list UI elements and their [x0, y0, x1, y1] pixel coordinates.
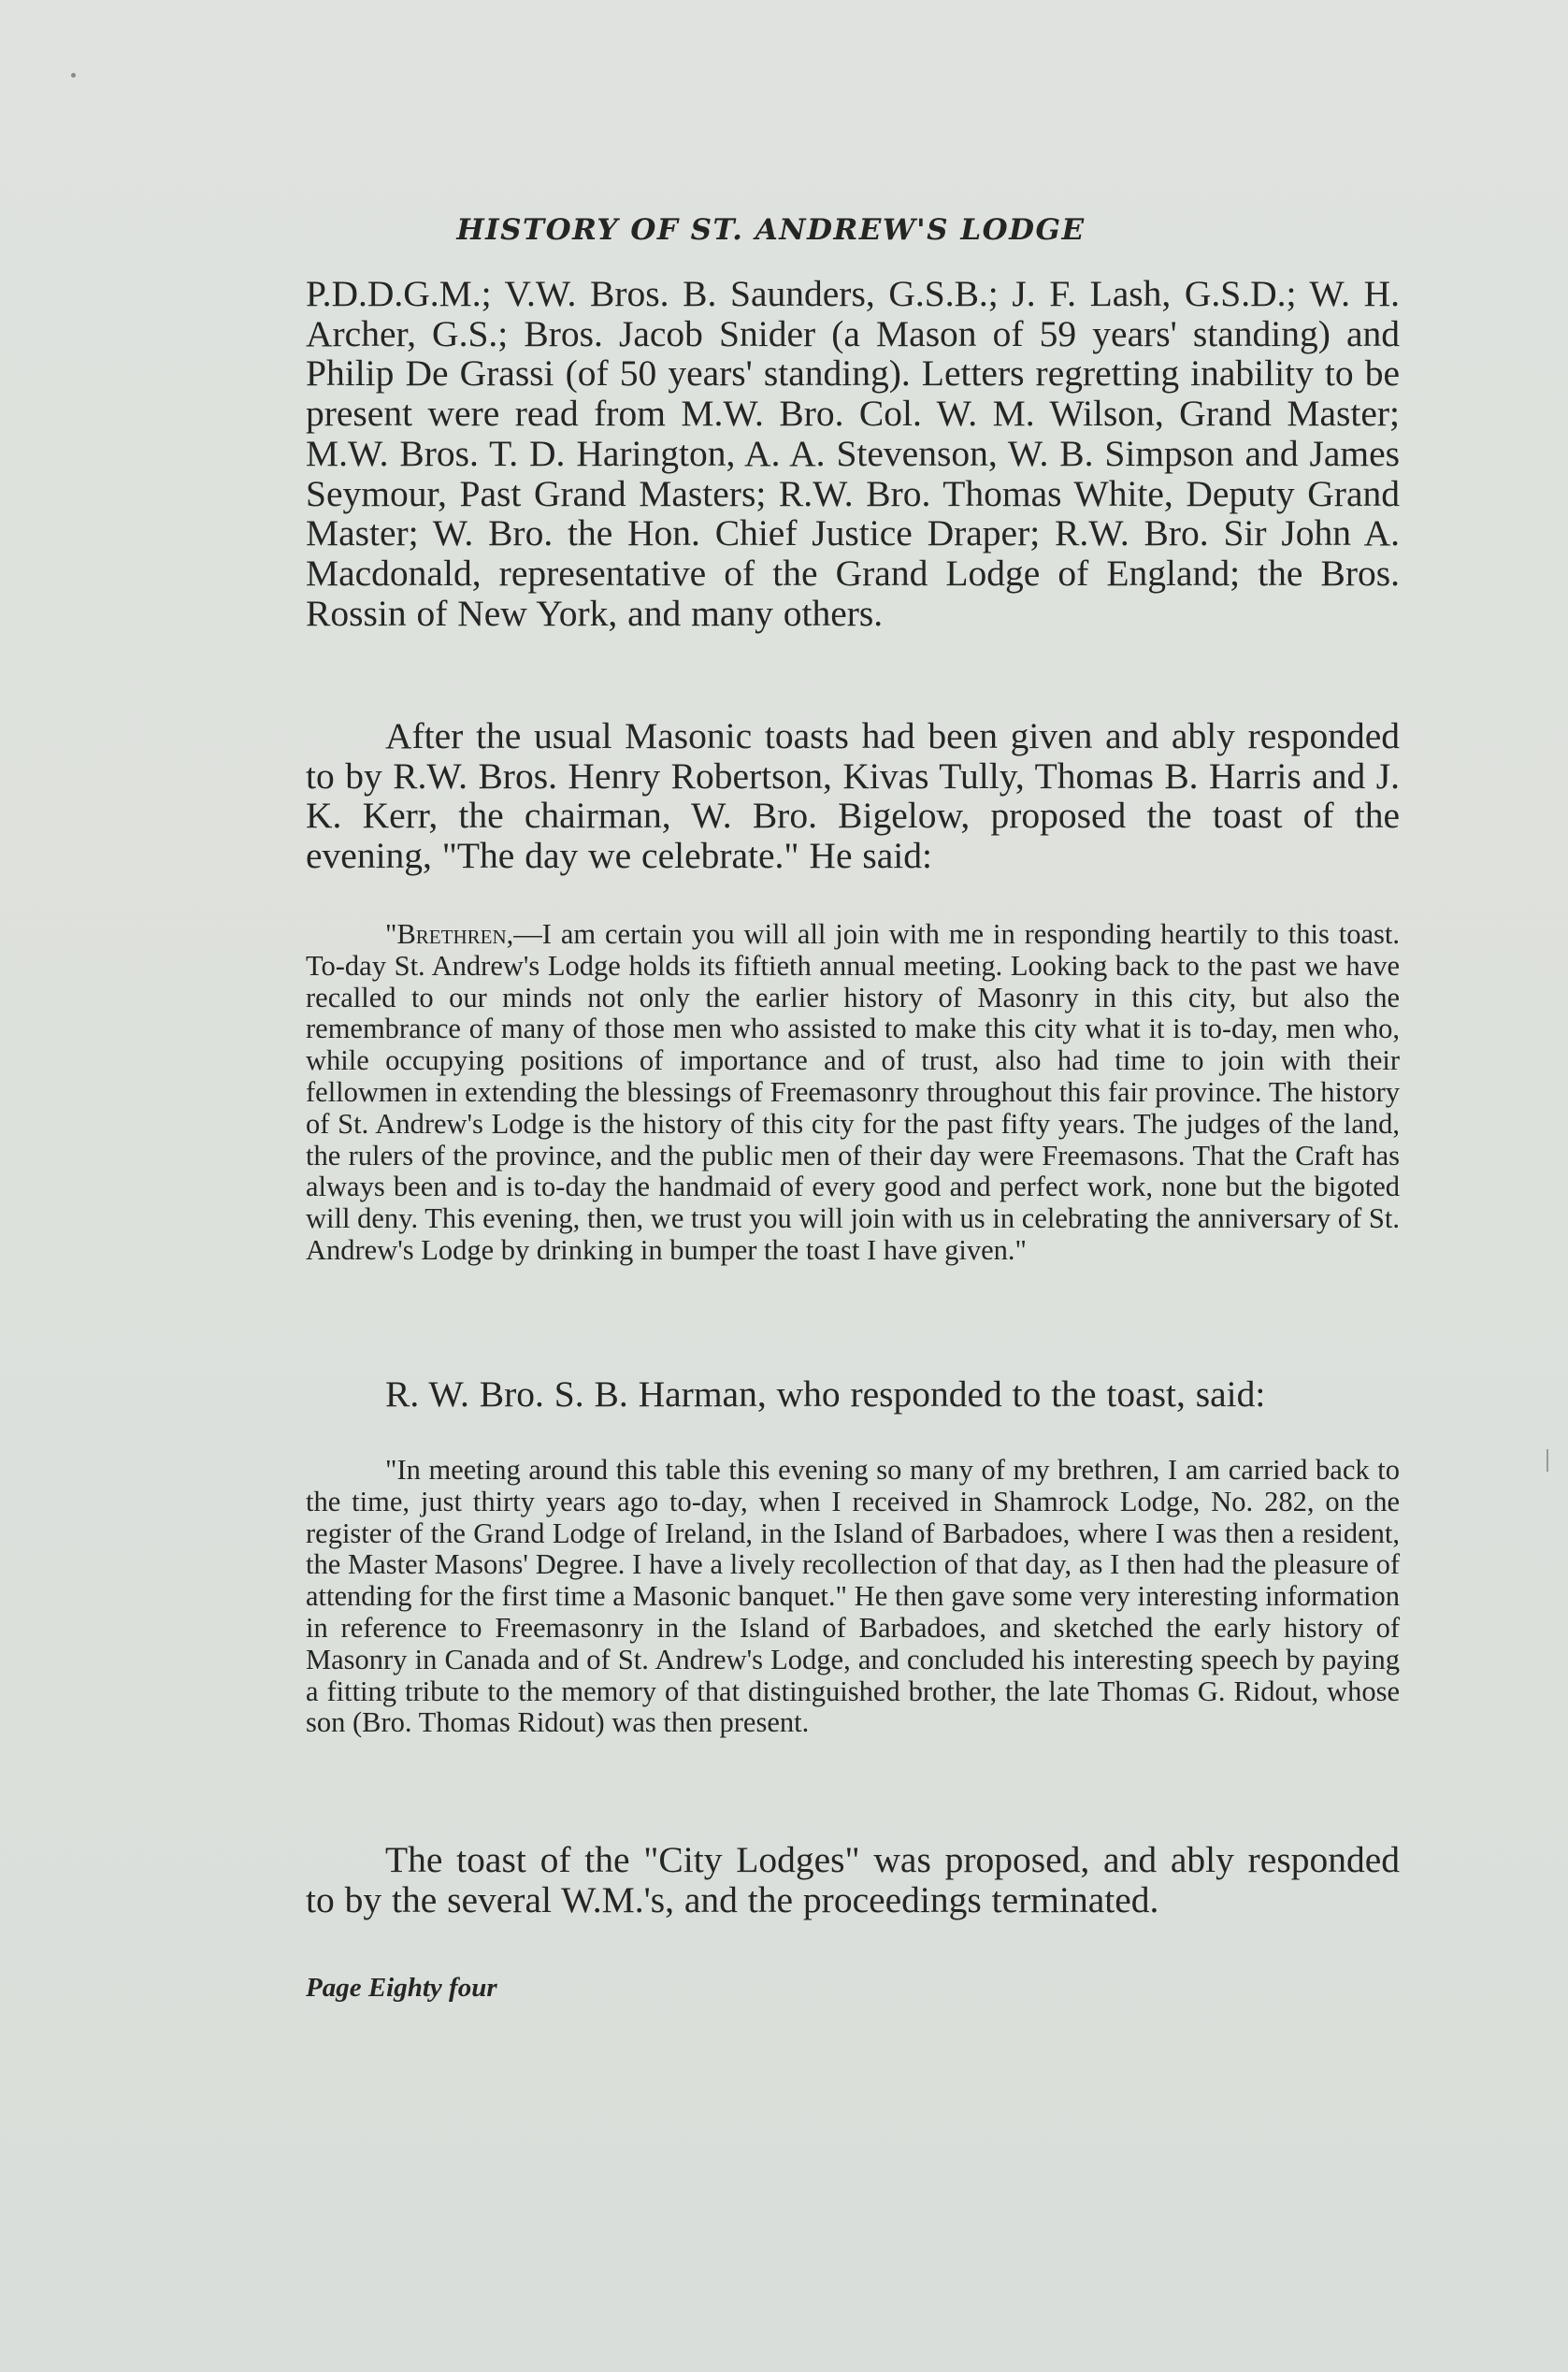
paragraph-attendees: P.D.D.G.M.; V.W. Bros. B. Saunders, G.S.B.; J. F. Lash, G.S.D.; W. H. Archer, G.S.; Bros. Jacob Snider (a Mason of 59 years' standing) and Philip De Grassi (of 50 years' standing). Letters regretting inability to be present were read from M.W. Bro. Col. W. M. Wilson, Grand Master; M.W. Bros. T. D. Harington, A. A. Stevenson, W. B. Simpson and James Seymour, Past Grand Masters; R.W. Bro. Thomas White, Deputy Grand Master; W. Bro. the Hon. Chief Justice Draper; R.W. Bro. Sir John A. Macdonald, representative of the Grand Lodge of England; the Bros. Rossin of New York, and many others.	[306, 273, 1400, 634]
quote-bigelow-salutation: "Brethren,	[385, 918, 514, 950]
running-head: HISTORY OF ST. ANDREW'S LODGE	[456, 213, 1086, 247]
quote-bigelow	[306, 919, 1400, 1267]
paragraph-toasts: After the usual Masonic toasts had been given and ably responded to by R.W. Bros. Henry Robertson, Kivas Tully, Thomas B. Harris and J. K. Kerr, the chairman, W. Bro. Bigelow, proposed the toast of the evening, "The day we celebrate." He said:	[306, 715, 1400, 877]
paragraph-harman: R. W. Bro. S. B. Harman, who responded to the toast, said:	[385, 1373, 1266, 1415]
paragraph-city-lodges: The toast of the "City Lodges" was proposed, and ably responded to by the several W.M.'s, and the proceedings terminated.	[306, 1839, 1400, 1920]
quote-harman: "In meeting around this table this evening so many of my brethren, I am carried back to the time, just thirty years ago to-day, when I received in Shamrock Lodge, No. 282, on the register of the Grand Lodge of Ireland, in the Island of Barbadoes, where I was then a resident, the Master Masons' Degree. I have a lively recollection of that day, as I then had the pleasure of attending for the first time a Masonic banquet." He then gave some very interesting information in reference to Freemasonry in the Island of Barbadoes, and sketched the early history of Masonry in Canada and of St. Andrew's Lodge, and concluded his interesting speech by paying a fitting tribute to the memory of that distinguished brother, the late Thomas G. Ridout, whose son (Bro. Thomas Ridout) was then present.	[306, 1454, 1400, 1739]
page-speck	[71, 73, 76, 78]
quote-bigelow-body: —I am certain you will all join with me in responding heartily to this toast. To-day St. Andrew's Lodge holds its fiftieth annual meeting. Looking back to the past we have recalled to our minds not only the earlier history of Masonry in this city, but also the remembrance of many of those men who assisted to make this city what it is to-day, men who, while occupying positions of importance and of trust, also had time to join with their fellowmen in extending the blessings of Freemasonry throughout this fair province. The history of St. Andrew's Lodge is the history of this city for the past fifty years. The judges of the land, the rulers of the province, and the public men of their day were Freemasons. That the Craft has always been and is to-day the handmaid of every good and perfect work, none but the bigoted will deny. This evening, then, we trust you will join with us in celebrating the anniversary of St. Andrew's Lodge by drinking in bumper the toast I have given."	[306, 918, 1400, 1266]
page-number: Page Eighty four	[306, 1973, 497, 2003]
page-edge-mark	[1546, 1449, 1548, 1472]
